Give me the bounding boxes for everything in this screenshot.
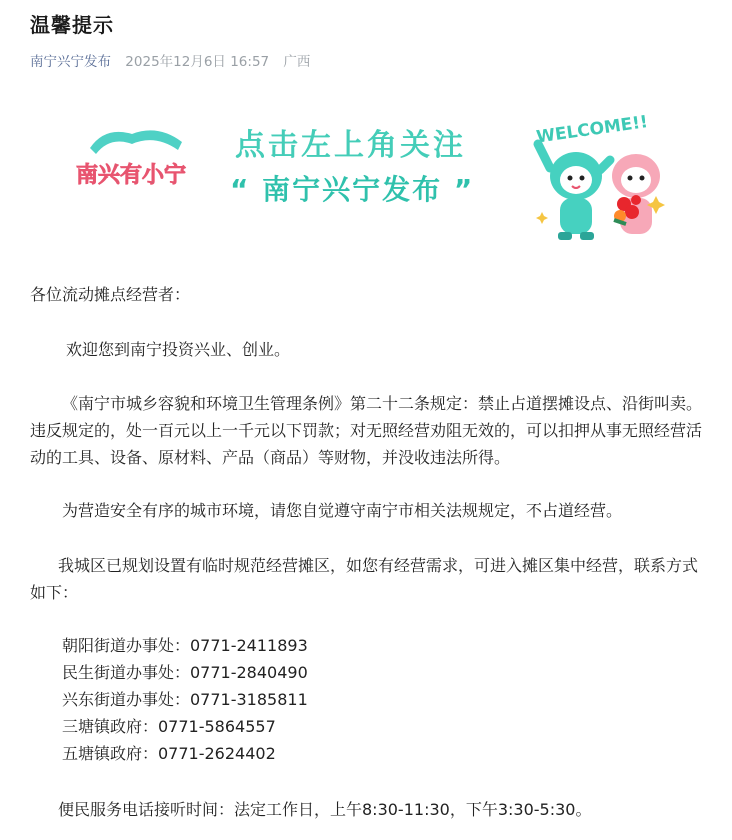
service-hours-paragraph: 便民服务电话接听时间：法定工作日，上午8:30-11:30，下午3:30-5:30。 bbox=[58, 800, 592, 819]
article-meta bbox=[30, 50, 320, 70]
regulation-paragraph: 《南宁市城乡容貌和环境卫生管理条例》第二十二条规定：禁止占道摆摊设点、沿街叫卖。违反规定的，处一百元以上一千元以下罚款；对无照经营劝阻无效的，可以扣押从事无照经营活动的工具、设备、原材料、产品（商品）等财物，并没收违法所得。 bbox=[30, 394, 703, 467]
publish-date: 2025年12月6日 16:57 bbox=[125, 54, 270, 70]
contact-item: 五塘镇政府：0771-2624402 bbox=[62, 744, 276, 763]
greeting-paragraph: 各位流动摊点经营者： bbox=[30, 285, 191, 304]
article-title: 温馨提示 bbox=[30, 13, 114, 37]
banner-follow-text: 点击左上角关注 bbox=[235, 128, 466, 163]
contact-item: 民生街道办事处：0771-2840490 bbox=[62, 663, 308, 682]
publish-location: 广西 bbox=[283, 54, 311, 70]
contact-list bbox=[62, 632, 308, 767]
svg-text:WELCOME!!: WELCOME!! bbox=[535, 112, 650, 148]
contact-item: 朝阳街道办事处：0771-2411893 bbox=[62, 636, 308, 655]
banner-account-name: “ 南宁兴宁发布 ” bbox=[230, 173, 475, 206]
appeal-paragraph: 为营造安全有序的城市环境，请您自觉遵守南宁市相关法规规定，不占道经营。 bbox=[62, 501, 623, 520]
logo-icon bbox=[70, 120, 205, 204]
follow-banner[interactable] bbox=[60, 100, 690, 250]
svg-text:南兴有小宁: 南兴有小宁 bbox=[76, 163, 187, 188]
contact-item: 兴东街道办事处：0771-3185811 bbox=[62, 690, 308, 709]
contact-item: 三塘镇政府：0771-5864557 bbox=[62, 717, 276, 736]
welcome-paragraph: 欢迎您到南宁投资兴业、创业。 bbox=[66, 340, 291, 359]
mascot-illustration bbox=[528, 104, 678, 253]
zone-paragraph: 我城区已规划设置有临时规范经营摊区，如您有经营需求，可进入摊区集中经营，联系方式如下： bbox=[30, 556, 699, 602]
source-account-link[interactable]: 南宁兴宁发布 bbox=[30, 54, 111, 70]
